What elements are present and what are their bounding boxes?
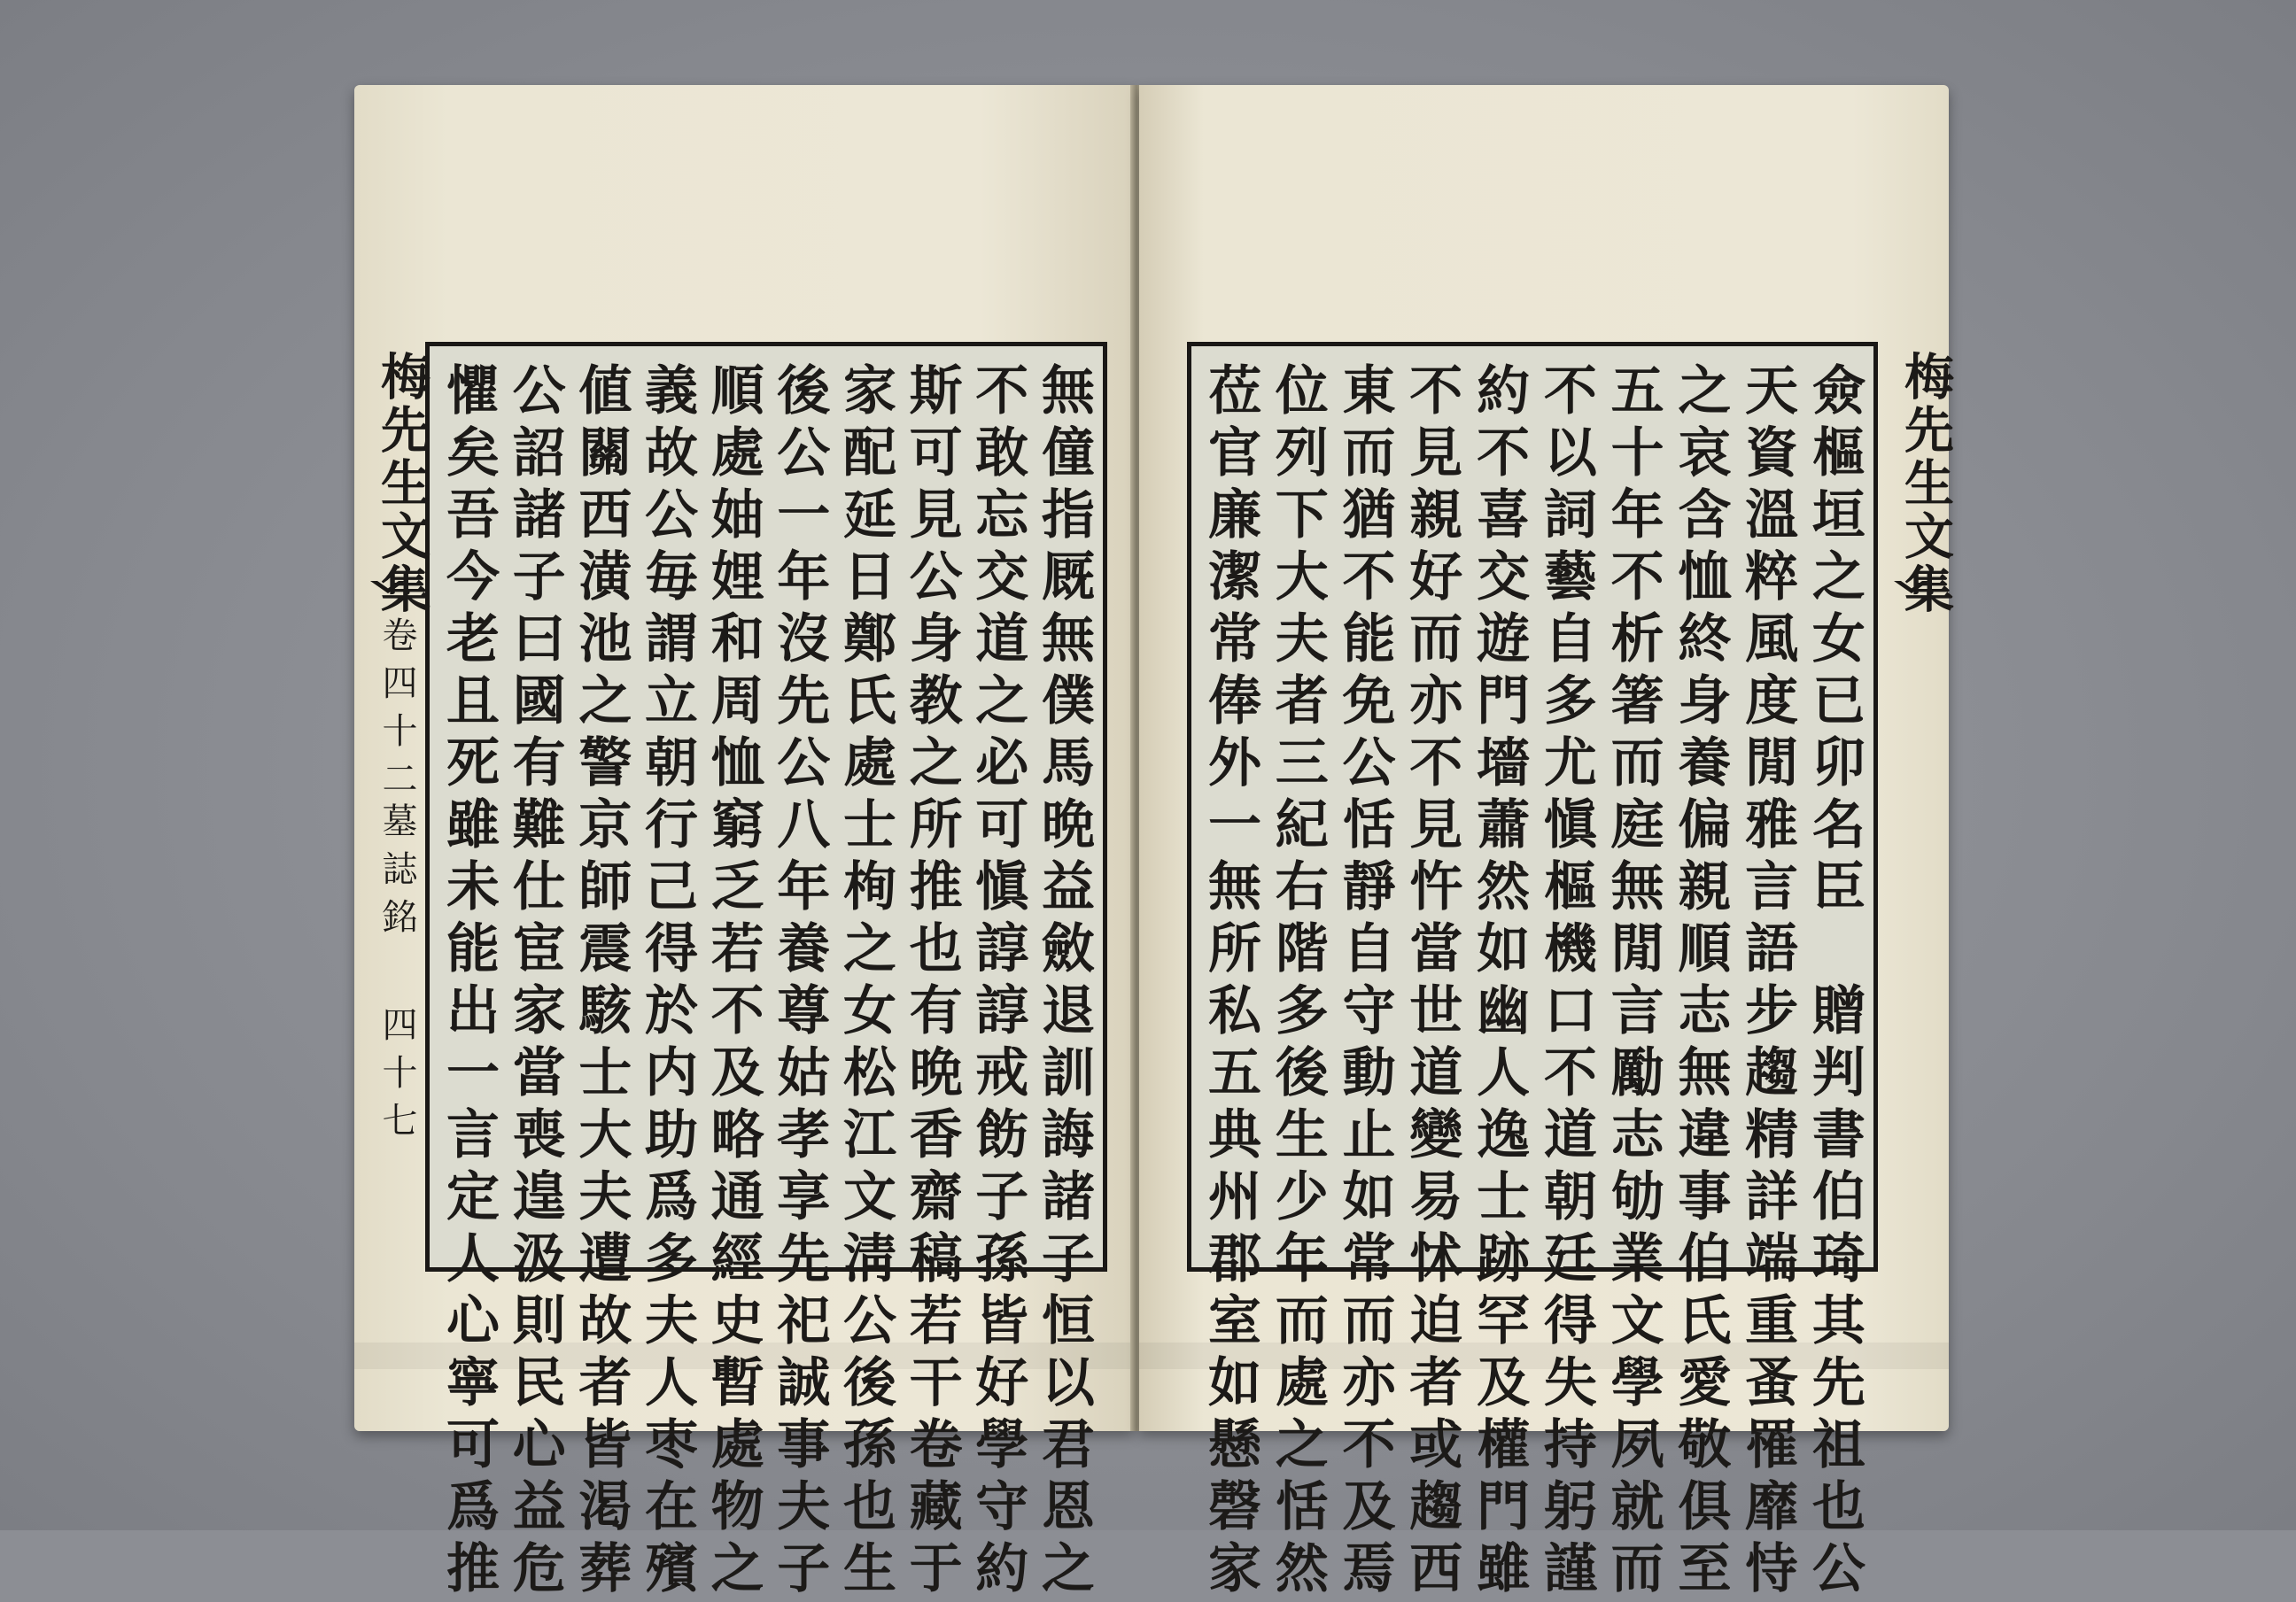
right-column-7: 不見親好而亦不見忤當世道變易怵迫者或趨西 (1400, 362, 1463, 1602)
right-margin-book-title: 梅先生文集 (1897, 351, 1955, 616)
left-margin-volume: 卷四十二 (376, 616, 417, 808)
right-column-4: 五十年不析箸而庭無閒言勵志劬業文學夙就而 (1602, 362, 1664, 1602)
right-column-10: 莅官廉潔常俸外一無所私五典州郡室如懸磬家 (1199, 362, 1261, 1602)
right-column-8: 東而猶不能免公恬靜自守動止如常而亦不及焉 (1333, 362, 1396, 1602)
right-column-6: 約不喜交遊門墻蕭然如幽人逸士跡罕及權門雖 (1468, 362, 1531, 1602)
left-text-frame (425, 342, 1107, 1602)
left-fishtail-mark (370, 581, 406, 598)
left-margin-section: 墓誌銘 (376, 802, 417, 946)
right-column-9: 位列下大夫者三紀右階多後生少年而處之恬然 (1266, 362, 1329, 1602)
left-column-1: 無僮指厩無僕馬晩益斂退訓誨諸子恒以君恩之 (1032, 362, 1095, 1602)
left-frame-top-rule (430, 344, 1103, 346)
right-text-frame (1187, 342, 1878, 1602)
left-column-3: 斯可見公身教之所推也有晩香齋稿若干卷藏于 (900, 362, 963, 1602)
right-column-5: 不以詞藝自多尤愼樞機口不道朝廷得失持躬謹 (1534, 362, 1597, 1602)
right-column-3: 之哀含恤終身養偏親順志無違事伯氏愛敬俱至 (1669, 362, 1732, 1602)
left-column-6: 順處妯娌和周恤窮乏若不及略通經史暫處物之 (702, 362, 764, 1602)
left-text-columns (438, 362, 1095, 1602)
left-margin-book-title: 梅先生文集 (373, 351, 431, 616)
open-book (354, 85, 1955, 1602)
right-page-shade (1139, 1343, 1949, 1369)
right-frame-top-rule (1191, 344, 1873, 346)
left-column-7: 義故公毎謂立朝行己得於内助爲多夫人枣在殯 (635, 362, 698, 1602)
left-column-8: 値關西潢池之警京師震駭士大夫遭故者皆渇葬 (570, 362, 632, 1602)
left-column-10: 懼矣吾今老且死雖未能出一言定人心寧可爲推 (438, 362, 500, 1602)
left-page (354, 85, 1134, 1602)
left-column-2: 不敢忘交道之必可愼諄諄戒飭子孫皆好學守約 (966, 362, 1029, 1602)
right-column-2: 天資溫粹風度閒雅言語步趨精詳端重蚤罹靡恃 (1736, 362, 1799, 1602)
left-column-4: 家配延日鄭氏處士栒之女松江文淸公後孫也生 (834, 362, 896, 1602)
left-column-9: 公詔諸子曰國有難仕宦家當喪遑汲則民心益危 (503, 362, 566, 1602)
right-fishtail-mark (1894, 581, 1929, 598)
left-page-shade (354, 1343, 1134, 1369)
left-column-5: 後公一年沒先公八年養尊姑孝享先祀誠事夫子 (768, 362, 831, 1602)
right-text-columns (1199, 362, 1866, 1602)
right-page (1139, 85, 1955, 1602)
right-column-1: 僉樞垣之女已卯名臣 贈判書伯琦其先祖也公 (1803, 362, 1866, 1602)
left-margin-page-number: 四十七 (376, 1006, 417, 1149)
